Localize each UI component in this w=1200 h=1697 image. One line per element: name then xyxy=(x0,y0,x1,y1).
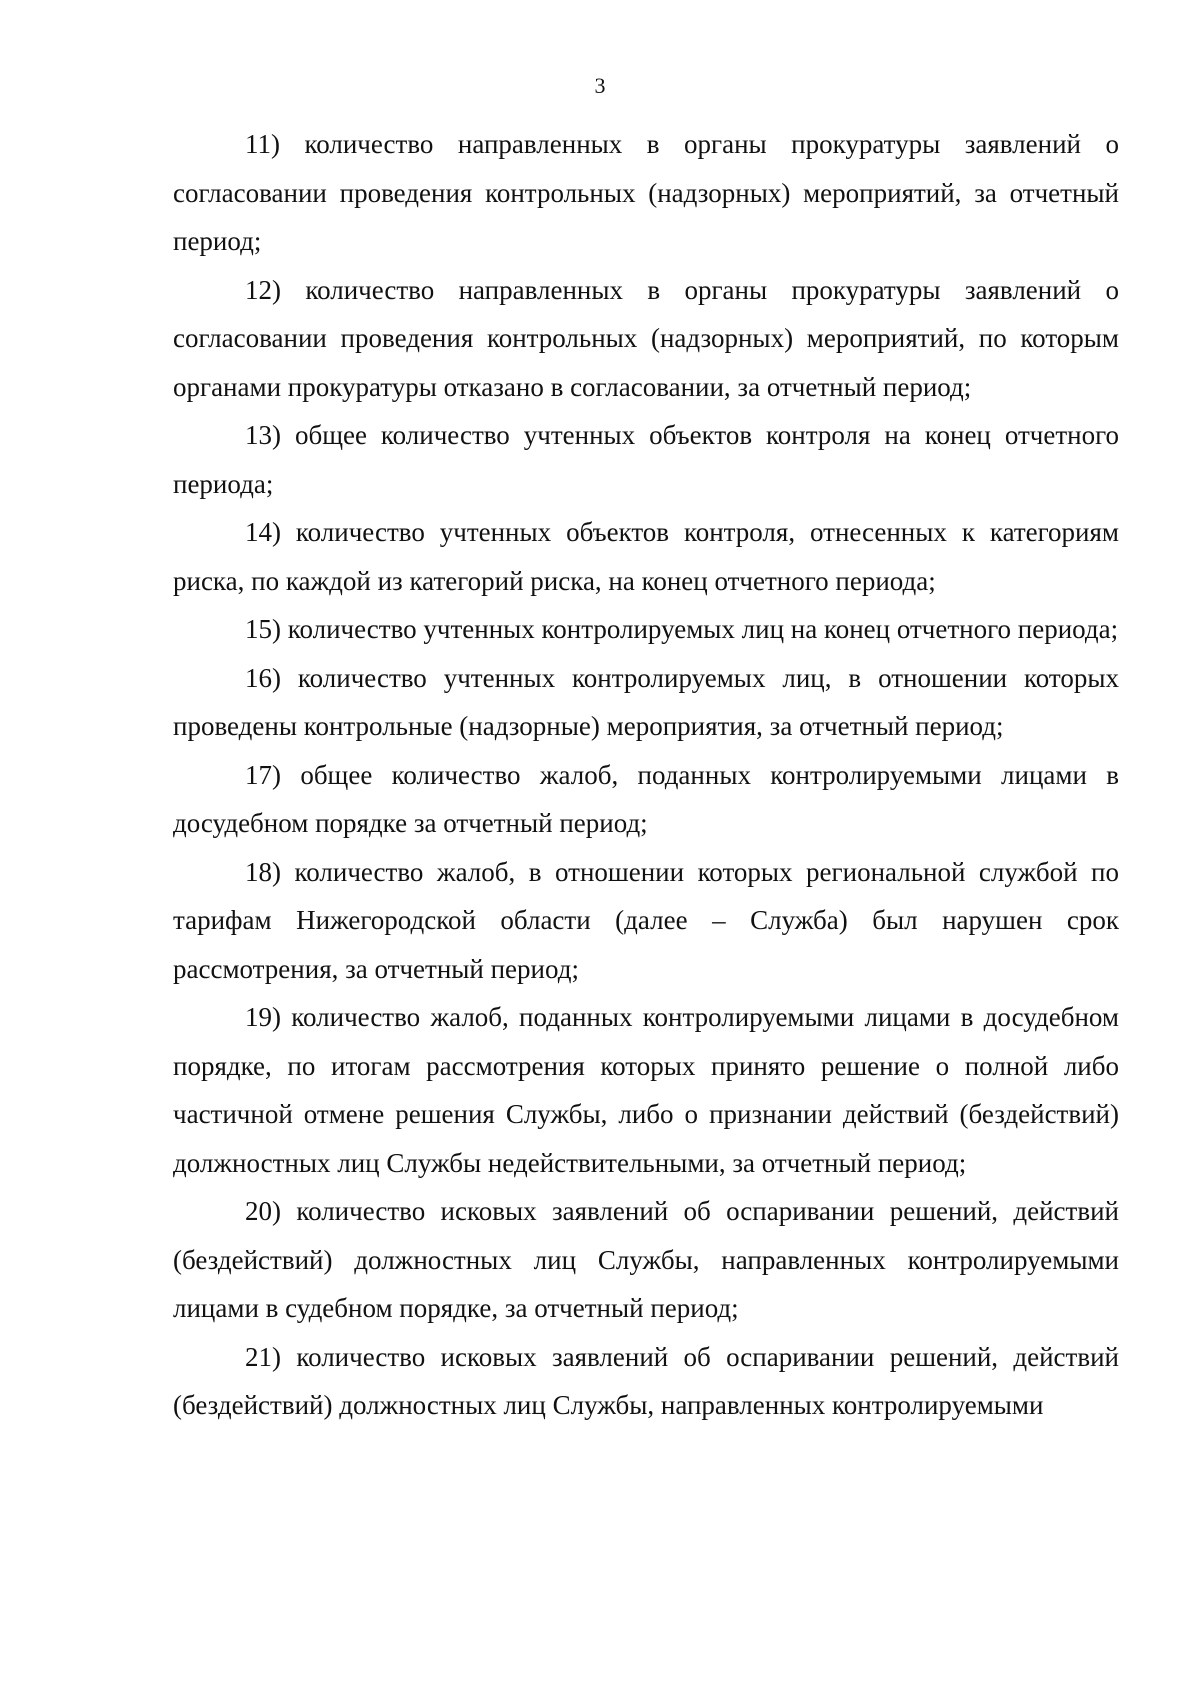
paragraph-item-20: 20) количество исковых заявлений об оспаривании решений, действий (бездействий) должностных лиц Службы, направленных контролируемыми лицами в судебном порядке, за отчетный период; xyxy=(173,1196,1119,1323)
paragraph-item-19: 19) количество жалоб, поданных контролируемыми лицами в досудебном порядке, по итогам рассмотрения которых принято решение о полной либо частичной отмене решения Службы, либо о признании действий (бездействий) должностных лиц Службы недействительными, за отчетный период; xyxy=(173,1002,1119,1178)
paragraph-item-15: 15) количество учтенных контролируемых лиц на конец отчетного периода; xyxy=(245,614,1119,644)
paragraph-item-13: 13) общее количество учтенных объектов контроля на конец отчетного периода; xyxy=(173,420,1119,499)
page-number: 3 xyxy=(594,73,606,98)
paragraph-item-18: 18) количество жалоб, в отношении которых региональной службой по тарифам Нижегородской области (далее – Служба) был нарушен срок рассмотрения, за отчетный период; xyxy=(173,856,1119,984)
paragraph-item-11: 11) количество направленных в органы прокуратуры заявлений о согласовании проведения контрольных (надзорных) мероприятий, за отчетный период; xyxy=(173,129,1119,256)
paragraph-item-17: 17) общее количество жалоб, поданных контролируемыми лицами в досудебном порядке за отчетный период; xyxy=(173,759,1119,838)
paragraph-item-14: 14) количество учтенных объектов контроля, отнесенных к категориям риска, по каждой из категорий риска, на конец отчетного периода; xyxy=(173,517,1119,596)
document-body xyxy=(173,120,1119,1430)
paragraph-item-21: 21) количество исковых заявлений об оспаривании решений, действий (бездействий) должностных лиц Службы, направленных контролируемыми xyxy=(173,1341,1119,1420)
paragraph-item-12: 12) количество направленных в органы прокуратуры заявлений о согласовании проведения контрольных (надзорных) мероприятий, по которым органами прокуратуры отказано в согласовании, за отчетный период; xyxy=(173,274,1119,402)
paragraph-item-16: 16) количество учтенных контролируемых лиц, в отношении которых проведены контрольные (надзорные) мероприятия, за отчетный период; xyxy=(173,662,1119,741)
